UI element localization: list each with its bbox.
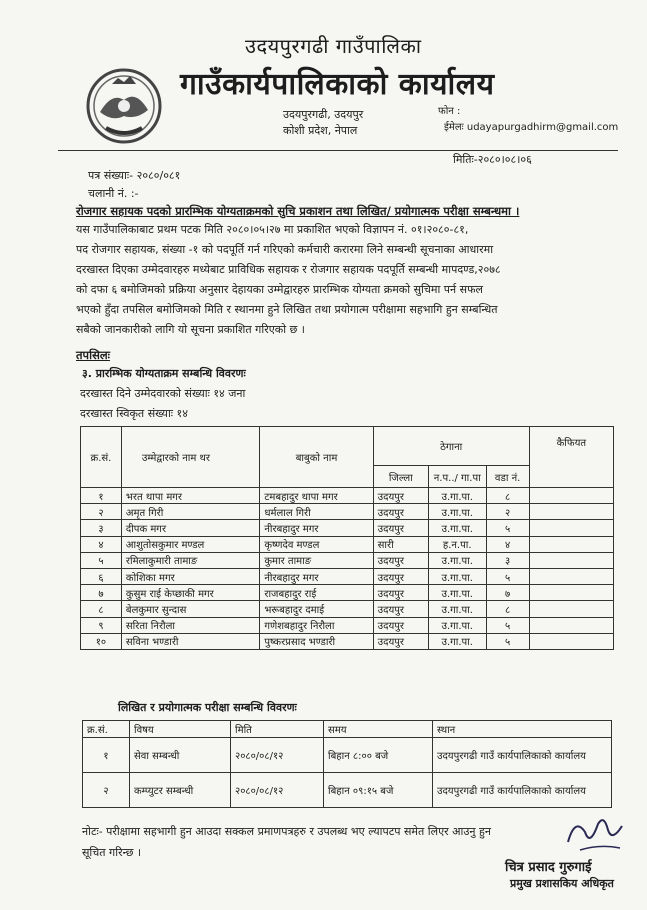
header-remarks: कैफियत bbox=[529, 427, 613, 488]
row-ward: ८ bbox=[486, 601, 529, 617]
row-ward: २ bbox=[486, 504, 529, 520]
row-father-name: गणेशबहादुर निरौला bbox=[260, 617, 373, 633]
phone-label: फोन : bbox=[438, 106, 461, 117]
header-municipality: न.प../ गा.पा bbox=[428, 466, 486, 488]
row-ward: ३ bbox=[486, 552, 529, 568]
row-district: सारी bbox=[373, 536, 428, 552]
row-candidate-name: भरत थापा मगर bbox=[121, 488, 259, 504]
body-line: दरखास्त दिएका उम्मेदवारहरु मध्येबाट प्राविधिक सहायक र रोजगार सहायक पदपूर्ति सम्बन्धी मापदण्ड,२०७८ bbox=[76, 263, 501, 276]
row-candidate-name: कुसुम राई केप्छाकी मगर bbox=[121, 585, 259, 601]
row-father-name: धर्मलाल गिरी bbox=[260, 504, 373, 520]
row-candidate-name: रमिलाकुमारी तामाङ bbox=[121, 552, 259, 568]
municipality-name: उदयपुरगढी गाउँपालिका bbox=[245, 34, 422, 58]
row-sn: ७ bbox=[81, 585, 122, 601]
row-district: उदयपुर bbox=[373, 617, 428, 633]
dispatch-number: चलानी नं. :- bbox=[88, 187, 139, 200]
letter-date: मितिः-२०८०।०८।०६ bbox=[453, 153, 532, 166]
row-father-name: टमबहादुर थापा मगर bbox=[260, 488, 373, 504]
row-ward: ७ bbox=[486, 585, 529, 601]
table-row bbox=[81, 504, 614, 520]
row-remarks bbox=[529, 504, 613, 520]
signatory-designation: प्रमुख प्रशासकिय अधिकृत bbox=[510, 877, 614, 890]
row-ward: ४ bbox=[486, 536, 529, 552]
email-address: ईमेलः udayapurgadhirm@gmail.com bbox=[444, 122, 619, 133]
row-municipality: उ.गा.पा. bbox=[428, 568, 486, 584]
row-sn: ४ bbox=[81, 536, 122, 552]
row-district: उदयपुर bbox=[373, 520, 428, 536]
row-remarks bbox=[529, 601, 613, 617]
row-candidate-name: अमृत गिरी bbox=[121, 504, 259, 520]
body-line: यस गाउँपालिकाबाट प्रथम पटक मिति २०८०।०५।२७ मा प्रकाशित भएको विज्ञापन नं. ०१।२०८०-८१, bbox=[76, 223, 469, 236]
row-father-name: कृष्णदेव मण्डल bbox=[260, 536, 373, 552]
header-divider bbox=[58, 150, 618, 151]
row-remarks bbox=[529, 488, 613, 504]
row-ward: ५ bbox=[486, 520, 529, 536]
row-remarks bbox=[529, 585, 613, 601]
exam-header-place: स्थान bbox=[433, 721, 612, 738]
signatory-name: चित्र प्रसाद गुरुगाई bbox=[505, 860, 592, 875]
table-row bbox=[81, 488, 614, 504]
row-father-name: नीरबहादुर मगर bbox=[260, 520, 373, 536]
row-ward: ५ bbox=[486, 617, 529, 633]
row-municipality: उ.गा.पा. bbox=[428, 633, 486, 649]
exam-schedule-table bbox=[82, 720, 612, 808]
row-candidate-name: सविना भण्डारी bbox=[121, 633, 259, 649]
row-candidate-name: कोशिका मगर bbox=[121, 568, 259, 584]
row-municipality: उ.गा.पा. bbox=[428, 552, 486, 568]
row-sn: २ bbox=[81, 504, 122, 520]
row-father-name: भरूबहादुर दमाई bbox=[260, 601, 373, 617]
row-father-name: राजबहादुर राई bbox=[260, 585, 373, 601]
body-line: भएको हुँदा तपसिल बमोजिमको मिति र स्थानमा हुने लिखित तथा प्रयोगात्म परीक्षामा सहभागि हुन सम्बन्धित bbox=[76, 303, 498, 316]
header-candidate-name: उम्मेद्वारको नाम थर bbox=[121, 427, 259, 488]
row-municipality: उ.गा.पा. bbox=[428, 488, 486, 504]
applicants-count: दरखास्त दिने उम्मेदवारको संख्याः १४ जना bbox=[80, 387, 246, 400]
row-sn: ६ bbox=[81, 568, 122, 584]
schedule-heading: तपसिलः bbox=[76, 348, 110, 362]
row-municipality: उ.गा.पा. bbox=[428, 585, 486, 601]
address-line-2: कोशी प्रदेश, नेपाल bbox=[283, 124, 358, 137]
header-ward: वडा नं. bbox=[486, 466, 529, 488]
row-district: उदयपुर bbox=[373, 585, 428, 601]
row-municipality: उ.गा.पा. bbox=[428, 617, 486, 633]
header-address: ठेगाना bbox=[373, 427, 529, 466]
reference-number: पत्र संख्याः- २०८०/०८१ bbox=[88, 169, 181, 182]
row-ward: ८ bbox=[486, 488, 529, 504]
row-remarks bbox=[529, 568, 613, 584]
row-candidate-name: बेलकुमार सुन्दास bbox=[121, 601, 259, 617]
note-line-1: नोटः- परीक्षामा सहभागी हुन आउदा सक्कल प्रमाणपत्रहरु र उपलब्ध भए ल्यापटप समेत लिएर आउनु हुन bbox=[82, 825, 491, 838]
row-father-name: कुमार तामाङ bbox=[260, 552, 373, 568]
row-ward: ५ bbox=[486, 633, 529, 649]
table-row bbox=[81, 568, 614, 584]
row-sn: १० bbox=[81, 633, 122, 649]
address-line-1: उदयपुरगढी, उदयपुर bbox=[283, 108, 364, 121]
handwritten-signature bbox=[560, 812, 630, 857]
table-row bbox=[81, 552, 614, 568]
body-line: को दफा ६ बमोजिमको प्रक्रिया अनुसार देहायका उम्मेद्वारहरु प्रारम्भिक योग्यता क्रमको सुचिमा पर्न सफल bbox=[76, 283, 484, 296]
row-remarks bbox=[529, 536, 613, 552]
table-row bbox=[81, 601, 614, 617]
row-district: उदयपुर bbox=[373, 504, 428, 520]
row-municipality: उ.गा.पा. bbox=[428, 504, 486, 520]
row-municipality: ह.न.पा. bbox=[428, 536, 486, 552]
exam-header-time: समय bbox=[324, 721, 433, 738]
exam-header-sn: क्र.सं. bbox=[83, 721, 130, 738]
row-remarks bbox=[529, 552, 613, 568]
row-father-name: नीरबहादुर मगर bbox=[260, 568, 373, 584]
row-ward: ५ bbox=[486, 568, 529, 584]
table-row bbox=[81, 585, 614, 601]
exam-section-heading: लिखित र प्रयोगात्मक परीक्षा सम्बन्धि विवरणः bbox=[118, 701, 297, 714]
header-sn: क्र.सं. bbox=[81, 427, 122, 488]
row-remarks bbox=[529, 520, 613, 536]
row-remarks bbox=[529, 617, 613, 633]
letter-subject: रोजगार सहायक पदको प्रारम्भिक योग्यताक्रमको सुचि प्रकाशन तथा लिखित/ प्रयोगात्मक परीक्षा सम्बन्धमा । bbox=[76, 204, 520, 218]
table-row bbox=[81, 520, 614, 536]
row-sn: १ bbox=[81, 488, 122, 504]
body-line: सबैको जानकारीको लागि यो सूचना प्रकाशित गरिएको छ । bbox=[76, 323, 305, 336]
note-line-2: सूचित गरिन्छ । bbox=[82, 846, 142, 859]
table-row bbox=[81, 617, 614, 633]
row-municipality: उ.गा.पा. bbox=[428, 520, 486, 536]
row-father-name: पुष्करप्रसाद भण्डारी bbox=[260, 633, 373, 649]
body-line: पद रोजगार सहायक, संख्या -१ को पदपूर्ति गर्न गरिएको कर्मचारी करारमा लिने सम्बन्धी सूचनाका आधारमा bbox=[76, 243, 494, 256]
row-district: उदयपुर bbox=[373, 633, 428, 649]
row-candidate-name: आशुतोसकुमार मण्डल bbox=[121, 536, 259, 552]
exam-row-place: उदयपुरगढी गाउँ कार्यपालिकाको कार्यालय bbox=[433, 738, 612, 773]
row-district: उदयपुर bbox=[373, 601, 428, 617]
row-sn: ९ bbox=[81, 617, 122, 633]
office-title: गाउँकार्यपालिकाको कार्यालय bbox=[180, 67, 495, 102]
exam-row-date: २०८०/०८/१२ bbox=[231, 773, 324, 808]
exam-row-sn: १ bbox=[83, 738, 130, 773]
merit-list-table bbox=[80, 426, 614, 650]
exam-row-place: उदयपुरगढी गाउँ कार्यपालिकाको कार्यालय bbox=[433, 773, 612, 808]
table-row bbox=[81, 633, 614, 649]
nepal-emblem-logo bbox=[82, 62, 166, 146]
row-district: उदयपुर bbox=[373, 552, 428, 568]
exam-row-time: बिहान ०९:१५ बजे bbox=[324, 773, 433, 808]
accepted-count: दरखास्त स्विकृत संख्याः १४ bbox=[80, 407, 188, 420]
exam-row-date: २०८०/०८/१२ bbox=[231, 738, 324, 773]
row-sn: ३ bbox=[81, 520, 122, 536]
exam-row-subject: सेवा सम्बन्धी bbox=[130, 738, 231, 773]
row-sn: ५ bbox=[81, 552, 122, 568]
section-3-heading: ३. प्रारम्भिक योग्यताक्रम सम्बन्धि विवरणः bbox=[82, 367, 246, 380]
exam-row-sn: २ bbox=[83, 773, 130, 808]
row-district: उदयपुर bbox=[373, 568, 428, 584]
exam-header-subject: विषय bbox=[130, 721, 231, 738]
table-row bbox=[81, 536, 614, 552]
row-district: उदयपुर bbox=[373, 488, 428, 504]
header-district: जिल्ला bbox=[373, 466, 428, 488]
exam-row-time: बिहान ८:०० बजे bbox=[324, 738, 433, 773]
exam-row-subject: कम्प्युटर सम्बन्धी bbox=[130, 773, 231, 808]
row-candidate-name: दीपक मगर bbox=[121, 520, 259, 536]
row-remarks bbox=[529, 633, 613, 649]
row-sn: ८ bbox=[81, 601, 122, 617]
row-municipality: उ.गा.पा. bbox=[428, 601, 486, 617]
header-father-name: बाबुको नाम bbox=[260, 427, 373, 488]
exam-header-date: मिति bbox=[231, 721, 324, 738]
row-candidate-name: सरिता निरौला bbox=[121, 617, 259, 633]
